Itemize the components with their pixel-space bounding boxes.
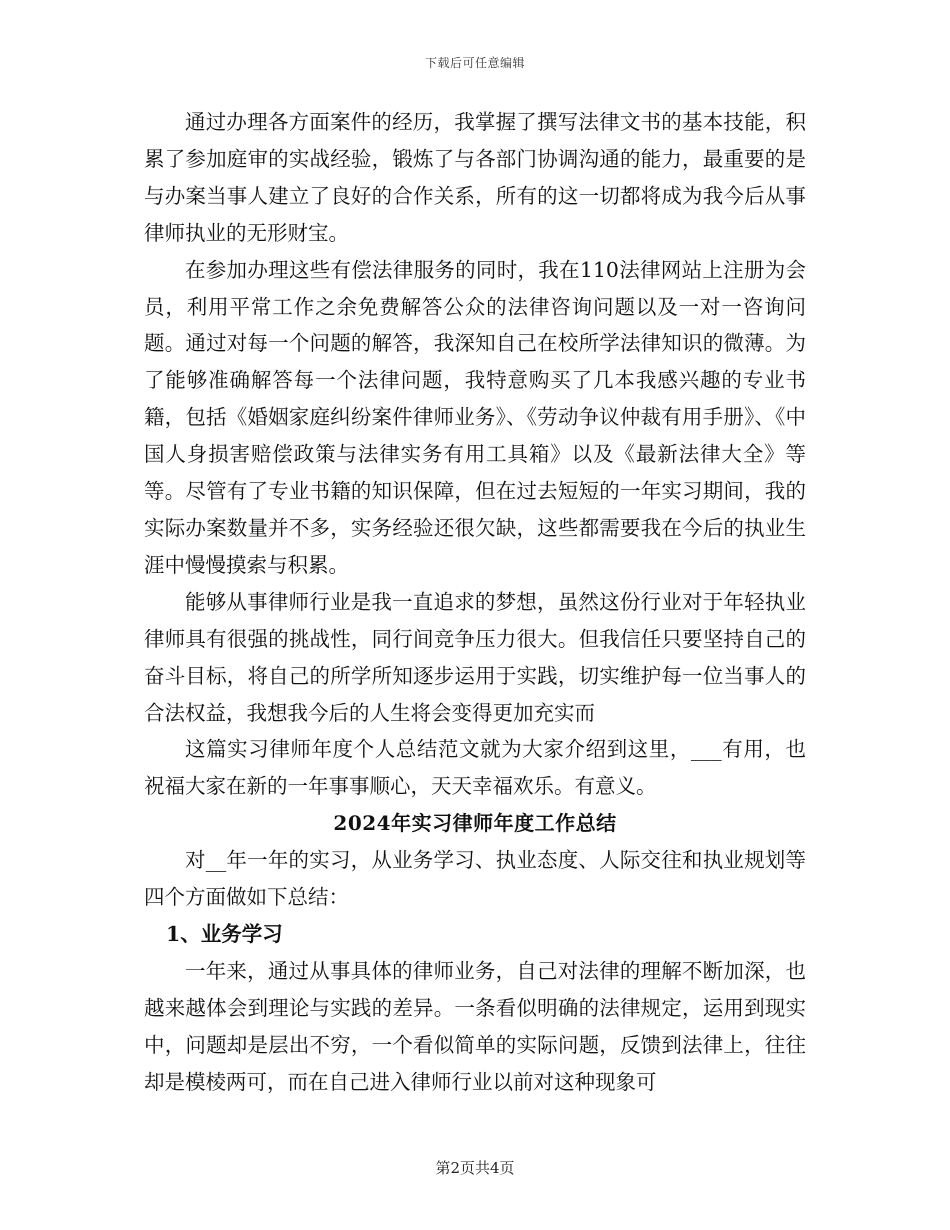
page-number: 第2页共4页 [435, 1159, 515, 1177]
paragraph-intro: 对__年一年的实习，从业务学习、执业态度、人际交往和执业规划等四个方面做如下总结： [144, 848, 806, 910]
paragraph-business-study: 一年来，通过从事具体的律师业务，自己对法律的理解不断加深，也越来越体会到理论与实践的差异。一条看似明确的法律规定，运用到现实中，问题却是层出不穷，一个看似简单的实际问题，反馈到法律上，往往却是模棱两可，而在自己进入律师行业以前对这种现象可 [144, 958, 806, 1094]
paragraph-closing-note: 这篇实习律师年度个人总结范文就为大家介绍到这里，___有用，也祝福大家在新的一年事事顺心，天天幸福欢乐。有意义。 [144, 737, 806, 799]
document-body [144, 104, 806, 1100]
paragraph-case-experience: 通过办理各方面案件的经历，我掌握了撰写法律文书的基本技能，积累了参加庭审的实战经验，锻炼了与各部门协调沟通的能力，最重要的是与办案当事人建立了良好的合作关系，所有的这一切都将成为我今后从事律师执业的无形财宝。 [144, 110, 806, 245]
paragraph-career-dream: 能够从事律师行业是我一直追求的梦想，虽然这份行业对于年轻执业律师具有很强的挑战性，同行间竞争压力很大。但我信任只要坚持自己的奋斗目标，将自己的所学所知逐步运用于实践，切实维护每一位当事人的合法权益，我想我今后的人生将会变得更加充实而 [144, 589, 806, 725]
paragraph-legal-consulting: 在参加办理这些有偿法律服务的同时，我在110法律网站上注册为会员，利用平常工作之余免费解答公众的法律咨询问题以及一对一咨询问题。通过对每一个问题的解答，我深知自己在校所学法律知识的微薄。为了能够准确解答每一个法律问题，我特意购买了几本我感兴趣的专业书籍，包括《婚姻家庭纠纷案件律师业务》、《劳动争议仲裁有用手册》、《中国人身损害赔偿政策与法律实务有用工具箱》以及《最新法律大全》等等。尽管有了专业书籍的知识保障，但在过去短短的一年实习期间，我的实际办案数量并不多，实务经验还很欠缺，这些都需要我在今后的执业生涯中慢慢摸索与积累。 [144, 257, 806, 577]
subheading-business-study: 1、业务学习 [166, 921, 283, 946]
section-title: 2024年实习律师年度工作总结 [333, 811, 617, 836]
header-note: 下载后可任意编辑 [424, 56, 525, 70]
